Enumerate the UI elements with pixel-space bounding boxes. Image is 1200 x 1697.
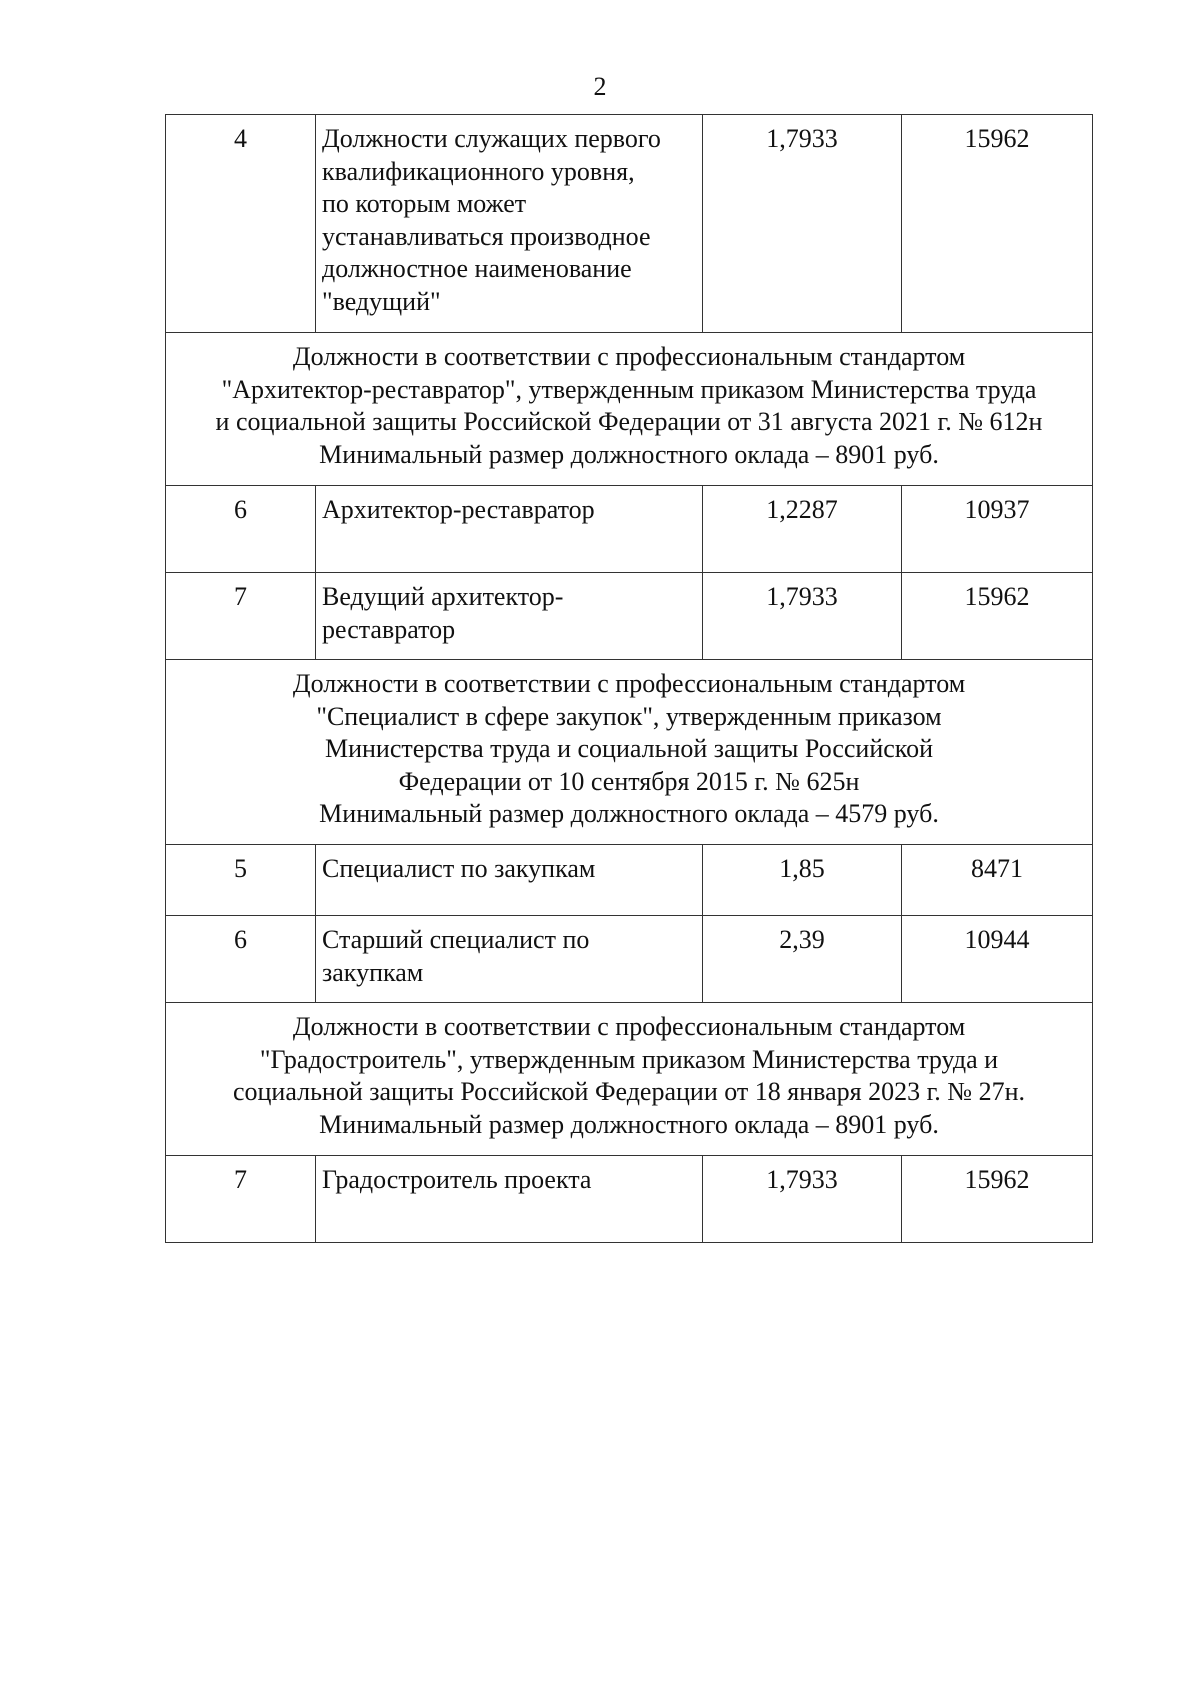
section-header-line: Должности в соответствии с профессиональным стандартом: [292, 1012, 966, 1041]
coefficient: 1,7933: [703, 1156, 902, 1243]
position-name-line: Ведущий архитектор-: [322, 582, 564, 611]
section-header: [166, 660, 1093, 845]
section-header-line: "Градостроитель", утвержденным приказом Министерства труда и: [259, 1044, 999, 1074]
row-number: 6: [166, 486, 316, 573]
table-row: [166, 573, 1093, 660]
section-header-line: "Архитектор-реставратор", утвержденным приказом Министерства труда: [221, 374, 1037, 404]
salary-table: [165, 114, 1093, 1243]
section-header-line: Минимальный размер должностного оклада – 8901 руб.: [319, 439, 939, 469]
section-header-line: социальной защиты Российской Федерации от 18 января 2023 г. № 27н.: [232, 1077, 1026, 1106]
section-header-line: и социальной защиты Российской Федерации от 31 августа 2021 г. № 612н: [215, 407, 1043, 436]
table-row: [166, 845, 1093, 916]
section-header-line: Должности в соответствии с профессиональным стандартом: [292, 342, 966, 371]
section-header-line: Должности в соответствии с профессиональным стандартом: [292, 669, 966, 698]
salary: 10937: [902, 486, 1093, 573]
section-header-line: "Специалист в сфере закупок", утвержденным приказом: [316, 701, 942, 731]
row-number: 4: [166, 115, 316, 333]
coefficient: 1,7933: [703, 115, 902, 333]
coefficient: 1,85: [703, 845, 902, 916]
position-name-line: должностное наименование: [322, 254, 632, 283]
salary: 8471: [902, 845, 1093, 916]
salary: 15962: [902, 573, 1093, 660]
section-row: [166, 660, 1093, 845]
row-number: 7: [166, 573, 316, 660]
position-name: [316, 573, 703, 660]
position-name-line: реставратор: [322, 614, 456, 644]
table-row: [166, 916, 1093, 1003]
position-name-line: квалификационного уровня,: [322, 156, 635, 186]
salary: 15962: [902, 1156, 1093, 1243]
section-header-line: Министерства труда и социальной защиты Российской: [324, 734, 934, 763]
position-name: [316, 486, 703, 573]
position-name-line: "ведущий": [322, 286, 441, 316]
position-name-line: Должности служащих первого: [322, 124, 661, 153]
coefficient: 2,39: [703, 916, 902, 1003]
table-row: [166, 115, 1093, 333]
row-number: 5: [166, 845, 316, 916]
table-row: [166, 486, 1093, 573]
row-number: 6: [166, 916, 316, 1003]
position-name: [316, 1156, 703, 1243]
table-row: [166, 1156, 1093, 1243]
position-name-line: закупкам: [322, 957, 424, 987]
section-header: [166, 1003, 1093, 1156]
section-header: [166, 333, 1093, 486]
section-header-line: Минимальный размер должностного оклада – 4579 руб.: [319, 799, 939, 828]
position-name-line: Архитектор-реставратор: [322, 495, 595, 524]
section-header-line: Федерации от 10 сентября 2015 г. № 625н: [398, 766, 860, 796]
coefficient: 1,2287: [703, 486, 902, 573]
position-name: [316, 916, 703, 1003]
salary: 15962: [902, 115, 1093, 333]
position-name: [316, 845, 703, 916]
section-row: [166, 333, 1093, 486]
section-row: [166, 1003, 1093, 1156]
coefficient: 1,7933: [703, 573, 902, 660]
salary: 10944: [902, 916, 1093, 1003]
section-header-line: Минимальный размер должностного оклада – 8901 руб.: [319, 1109, 939, 1139]
position-name-line: Специалист по закупкам: [322, 854, 596, 883]
page-number: 2: [593, 72, 607, 101]
position-name-line: Старший специалист по: [322, 925, 590, 954]
position-name: [316, 115, 703, 333]
row-number: 7: [166, 1156, 316, 1243]
position-name-line: Градостроитель проекта: [322, 1165, 592, 1194]
position-name-line: устанавливаться производное: [322, 221, 651, 251]
position-name-line: по которым может: [322, 189, 527, 218]
